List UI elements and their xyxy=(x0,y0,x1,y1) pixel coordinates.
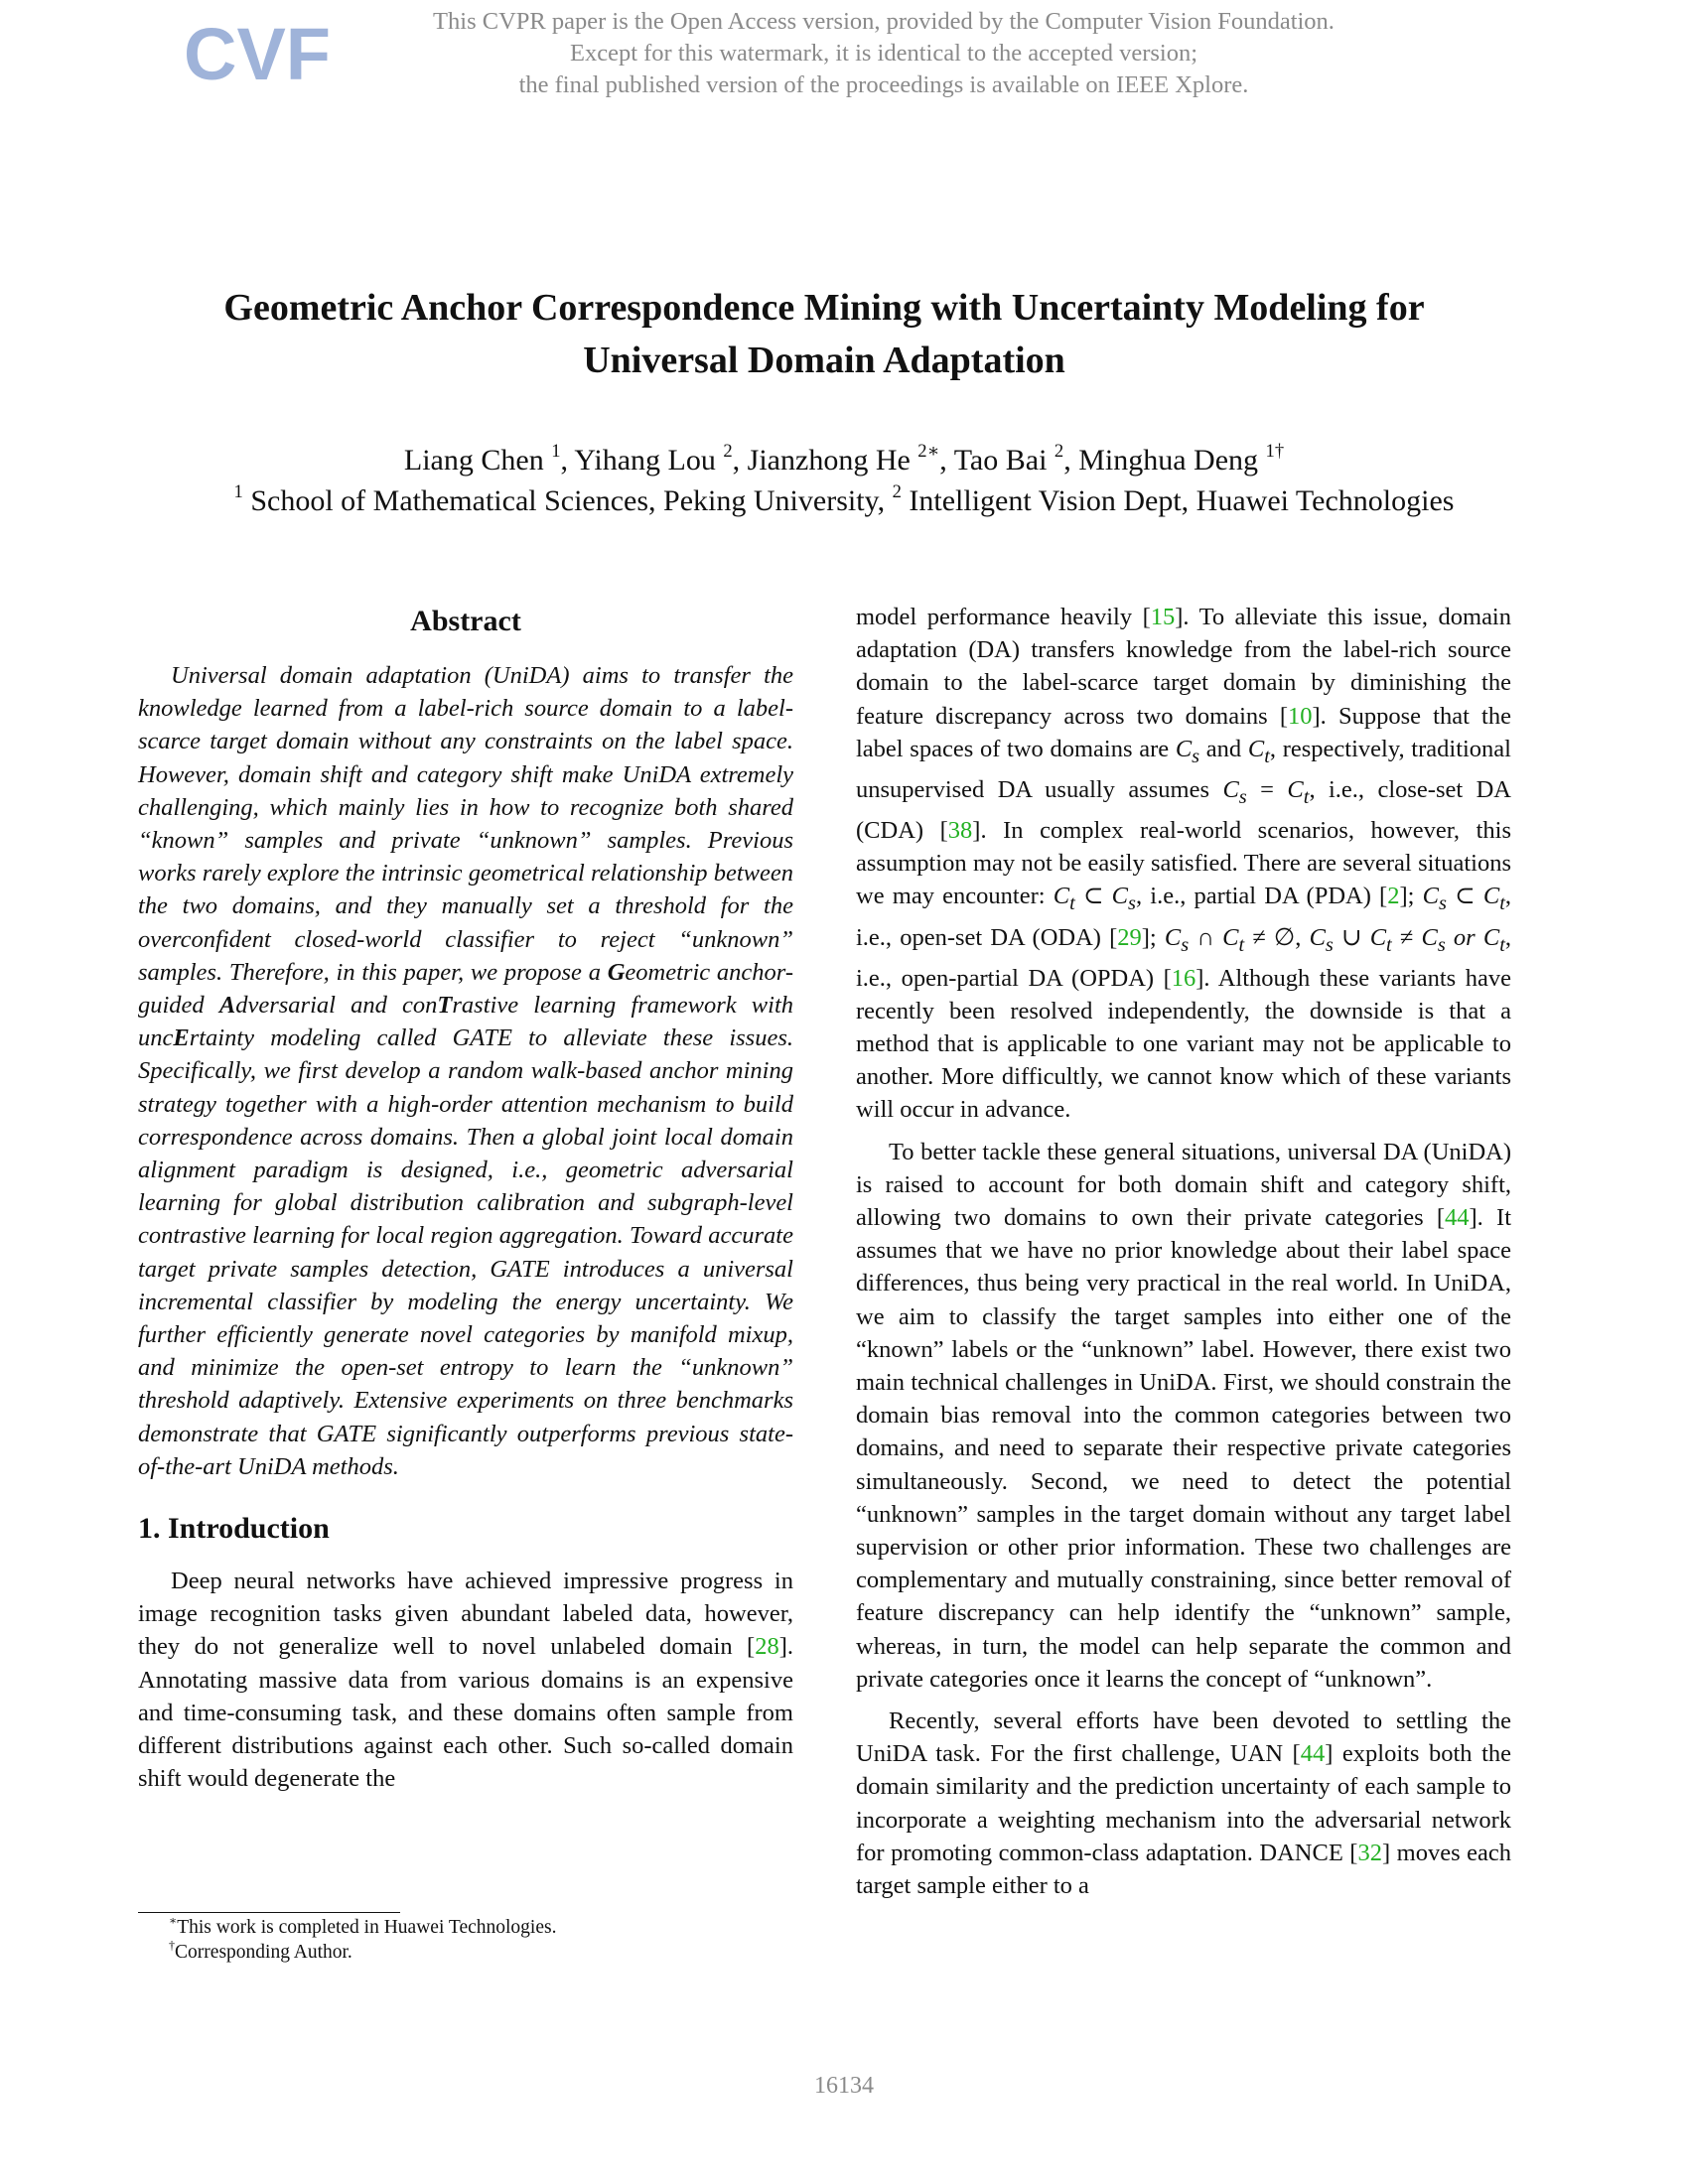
citation-link[interactable]: 16 xyxy=(1171,964,1196,992)
watermark-line-3: the final published version of the proceedings is available on IEEE Xplore. xyxy=(518,71,1249,98)
citation-link[interactable]: 38 xyxy=(947,817,973,844)
citation-link[interactable]: 29 xyxy=(1117,923,1142,951)
cvf-logo-text: CVF xyxy=(184,13,331,95)
author-list: Liang Chen $^1$, Yihang Lou $^2$, Jianzhong He $^{2∗}$, Tao Bai $^2$, Minghua Deng $^{1\dagger}$ xyxy=(403,440,1285,477)
citation-link[interactable]: 32 xyxy=(1357,1839,1382,1866)
right-paragraph-3: Recently, several efforts have been devoted to settling the UniDA task. For the first challenge, UAN [44] exploits both the domain similarity and the prediction uncertainty of each sample to incorporate a weighting mechanism into the adversarial network for promoting common-class adaptation. DANCE [32] moves each target sample either to a xyxy=(856,1707,1511,1900)
title-line-1: Geometric Anchor Correspondence Mining with Uncertainty Modeling for xyxy=(223,287,1425,329)
left-column xyxy=(138,604,793,1796)
open-access-watermark xyxy=(328,6,1440,101)
page-number: 16134 xyxy=(814,2073,874,2099)
footnote-divider xyxy=(138,1912,400,1913)
watermark-line-2: Except for this watermark, it is identical to the accepted version; xyxy=(569,40,1197,67)
cvf-logo xyxy=(182,13,331,95)
citation-link[interactable]: 15 xyxy=(1150,604,1176,630)
right-paragraph-2: To better tackle these general situations, universal DA (UniDA) is raised to account for both domain shift and category shift, allowing two domains to own their private categories [44]. It assumes that we have no prior knowledge about their label space differences, thus being very practical in the real world. In UniDA, we aim to classify the target samples into either one of the “known” labels or the “unknown” label. However, there exist two main technical challenges in UniDA. First, we should constrain the domain bias removal into the common categories between two domains, and need to separate their respective private categories simultaneously. Second, we need to detect the potential “unknown” samples in the target domain without any target label supervision or other prior information. These two challenges are complementary and mutually constraining, since better removal of feature discrepancy can help identify the “unknown” sample, whereas, in turn, the model can help separate the common and private categories once it learns the concept of “unknown”. xyxy=(856,1138,1511,1693)
title-line-2: Universal Domain Adaptation xyxy=(583,340,1065,381)
section-heading-introduction: 1. Introduction xyxy=(138,1512,330,1546)
intro-paragraph-1: Deep neural networks have achieved impressive progress in image recognition tasks given abundant labeled data, however, they do not generalize well to novel unlabeled domain [28]. Annotating massive data from various domains is an expensive and time-consuming task, and these domains often sample from different distributions against each other. Such so-called domain shift would degenerate the xyxy=(138,1568,793,1793)
citation-link[interactable]: 10 xyxy=(1288,702,1313,730)
right-paragraph-1: model performance heavily [15]. To alleviate this issue, domain adaptation (DA) transfers knowledge from the label-rich source domain to the label-scarce target domain by diminishing the feature discrepancy across two domains [10]. Suppose that the label spaces of two domains are $C_s$ and $C_t$, respectively, traditional unsupervised DA usually assumes $C_s = C_t$, i.e., close-set DA (CDA) [38]. In complex real-world scenarios, however, this assumption may not be easily satisfied. There are several situations we may encounter: $C_t$ ⊂ $C_s$, i.e., partial DA (PDA) [2]; $C_s$ ⊂ $C_t$, i.e., open-set DA (ODA) [29]; $C_s$ ∩ $C_t$ ≠ ∅, $C_s$ ∪ $C_t \ne C_s$ or $C_t$, i.e., open-partial DA (OPDA) [16]. Although these variants have recently been resolved independently, the downside is that a method that is applicable to one variant may not be applicable to another. More difficultly, we cannot know which of these variants will occur in advance. xyxy=(856,604,1511,1124)
footnote-2: †Corresponding Author. xyxy=(169,1938,352,1963)
footnote-1: ∗This work is completed in Huawei Technologies. xyxy=(169,1913,557,1938)
paper-title xyxy=(119,282,1529,387)
abstract-heading: Abstract xyxy=(410,605,521,637)
citation-link[interactable]: 44 xyxy=(1445,1204,1470,1232)
watermark-line-1: This CVPR paper is the Open Access version, provided by the Computer Vision Foundation. xyxy=(433,8,1335,35)
citation-link[interactable]: 28 xyxy=(755,1633,779,1661)
affiliations: $^1$ School of Mathematical Sciences, Peking University, $^2$ Intelligent Vision Dept, Huawei Technologies xyxy=(233,480,1455,517)
right-column xyxy=(856,601,1511,1902)
citation-link[interactable]: 2 xyxy=(1387,883,1400,910)
abstract-text: Universal domain adaptation (UniDA) aims to transfer the knowledge learned from a label-rich source domain to a label-scarce target domain without any constraints on the label space. However, domain shift and category shift make UniDA extremely challenging, which mainly lies in how to recognize both shared “known” samples and private “unknown” samples. Previous works rarely explore the intrinsic geometrical relationship between the two domains, and they manually set a threshold for the overconfident closed-world classifier to reject “unknown” samples. Therefore, in this paper, we propose a Geometric anchor-guided Adversarial and conTrastive learning framework with uncErtainty modeling called GATE to alleviate these issues. Specifically, we first develop a random walk-based anchor mining strategy together with a high-order attention mechanism to build correspondence across domains. Then a global joint local domain alignment paradigm is designed, i.e., geometric adversarial learning for global distribution calibration and subgraph-level contrastive learning for local region aggregation. Toward accurate target private samples detection, GATE introduces a universal incremental classifier by modeling the energy uncertainty. We further efficiently generate novel categories by manifold mixup, and minimize the open-set entropy to learn the “unknown” threshold adaptively. Extensive experiments on three benchmarks demonstrate that GATE significantly outperforms previous state-of-the-art UniDA methods. xyxy=(138,662,793,1480)
citation-link[interactable]: 44 xyxy=(1300,1740,1326,1768)
